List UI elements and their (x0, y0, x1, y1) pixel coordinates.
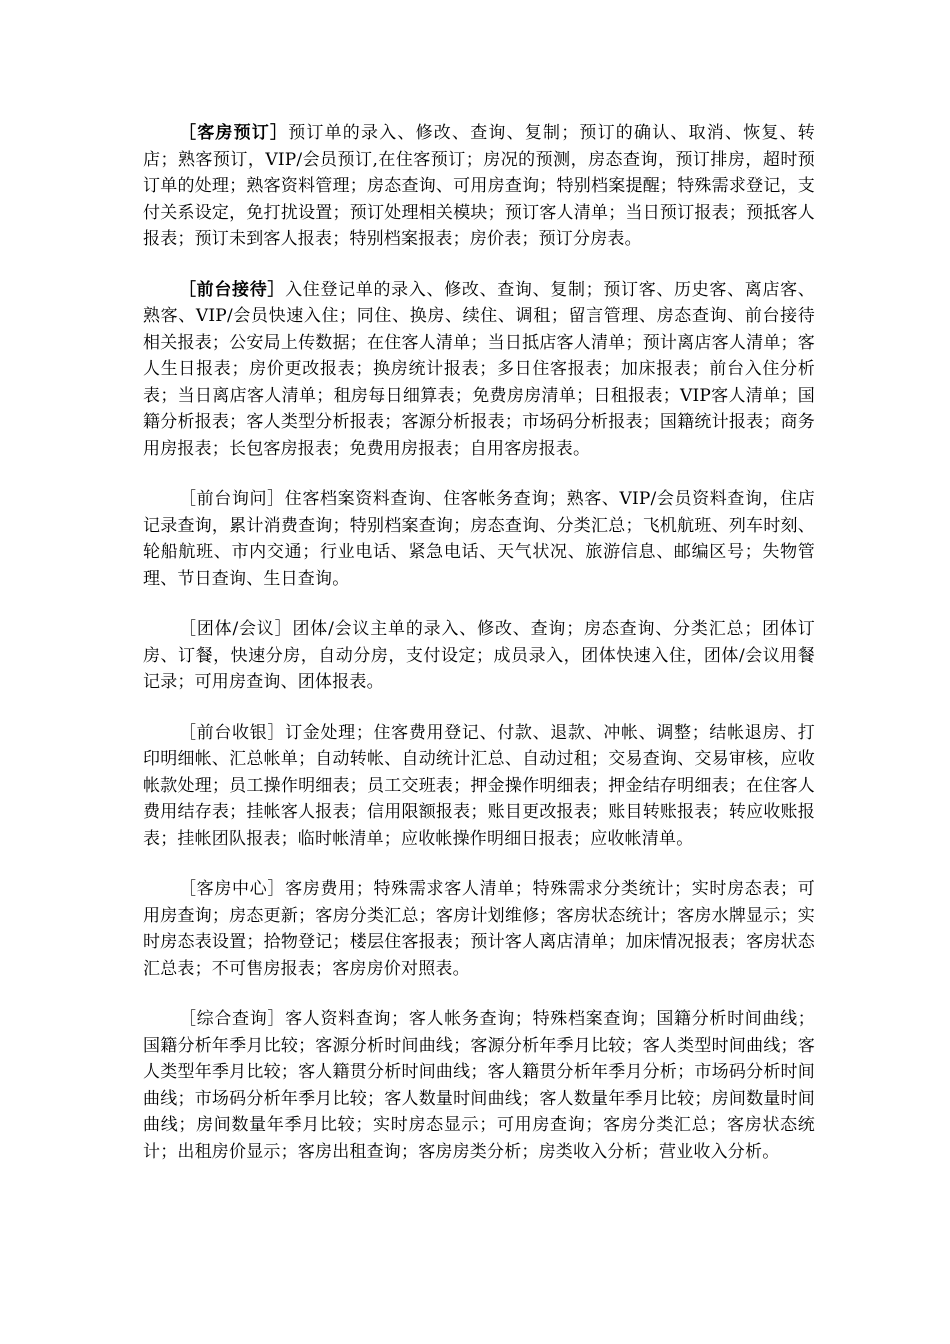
section-body: 住客档案资料查询、住客帐务查询；熟客、VIP/会员资料查询，住店记录查询，累计消费查询；特别档案查询；房态查询、分类汇总；飞机航班、列车时刻、轮船航班、市内交通；行业电话、紧急电话、天气状况、旅游信息、邮编区号；失物管理、节日查询、生日查询。 (143, 489, 815, 589)
section-front-desk-inquiry (143, 486, 815, 592)
section-comprehensive-query (143, 1006, 815, 1165)
section-body: 订金处理；住客费用登记、付款、退款、冲帐、调整；结帐退房、打印明细帐、汇总帐单；自动转帐、自动统计汇总、自动过租；交易查询、交易审核，应收帐款处理；员工操作明细表；员工交班表；押金操作明细表；押金结存明细表；在住客人费用结存表；挂帐客人报表；信用限额报表；账目更改报表；账目转账报表；转应收账报表；挂帐团队报表；临时帐清单；应收帐操作明细日报表；应收帐清单。 (143, 722, 816, 849)
section-body: 客人资料查询；客人帐务查询；特殊档案查询；国籍分析时间曲线；国籍分析年季月比较；客源分析时间曲线；客源分析年季月比较；客人类型时间曲线；客人类型年季月比较；客人籍贯分析时间曲线；客人籍贯分析年季月分析；市场码分析时间曲线；市场码分析年季月比较；客人数量时间曲线；客人数量年季月比较；房间数量时间曲线；房间数量年季月比较；实时房态显示；可用房查询；客房分类汇总；客房状态统计；出租房价显示；客房出租查询；客房房类分析；房类收入分析；营业收入分析。 (143, 1009, 816, 1162)
section-body: 团体/会议主单的录入、修改、查询；房态查询、分类汇总；团体订房、订餐，快速分房，自动分房，支付设定；成员录入，团体快速入住，团体/会议用餐记录；可用房查询、团体报表。 (143, 619, 815, 692)
section-heading: ［团体/会议］ (179, 619, 293, 639)
section-heading: ［客房预订］ (179, 123, 289, 143)
document-body (143, 120, 815, 1189)
section-front-desk-cashier (143, 720, 815, 853)
section-room-reservation (143, 120, 815, 253)
section-heading: ［综合查询］ (179, 1009, 286, 1029)
section-heading: ［客房中心］ (179, 879, 286, 899)
section-heading: ［前台接待］ (179, 279, 286, 300)
section-housekeeping-center (143, 876, 815, 982)
section-body: 预订单的录入、修改、查询、复制；预订的确认、取消、恢复、转店；熟客预订，VIP/会员预订,在住客预订；房况的预测，房态查询，预订排房，超时预订单的处理；熟客资料管理；房态查询、可用房查询；特别档案提醒；特殊需求登记，支付关系设定，免打扰设置；预订处理相关模块；预订客人清单；当日预订报表；预抵客人报表；预订未到客人报表；特别档案报表；房价表；预订分房表。 (143, 123, 815, 249)
section-heading: ［前台收银］ (179, 722, 286, 743)
section-heading: ［前台询问］ (179, 489, 285, 509)
section-front-desk-reception (143, 277, 815, 463)
section-group-meeting (143, 616, 815, 696)
section-body: 客房费用；特殊需求客人清单；特殊需求分类统计；实时房态表；可用房查询；房态更新；客房分类汇总；客房计划维修；客房状态统计；客房水牌显示；实时房态表设置；拾物登记；楼层住客报表；预计客人离店清单；加床情况报表；客房状态汇总表；不可售房报表；客房房价对照表。 (143, 879, 816, 979)
section-body: 入住登记单的录入、修改、查询、复制；预订客、历史客、离店客、熟客、VIP/会员快速入住；同住、换房、续住、调租；留言管理、房态查询、前台接待相关报表；公安局上传数据；在住客人清单；当日抵店客人清单；预计离店客人清单；客人生日报表；房价更改报表；换房统计报表；多日住客报表；加床报表；前台入住分析表；当日离店客人清单；租房每日细算表；免费房房清单；日租报表；VIP客人清单；国籍分析报表；客人类型分析报表；客源分析报表；市场码分析报表；国籍统计报表；商务用房报表；长包客房报表；免费用房报表；自用客房报表。 (143, 279, 816, 459)
